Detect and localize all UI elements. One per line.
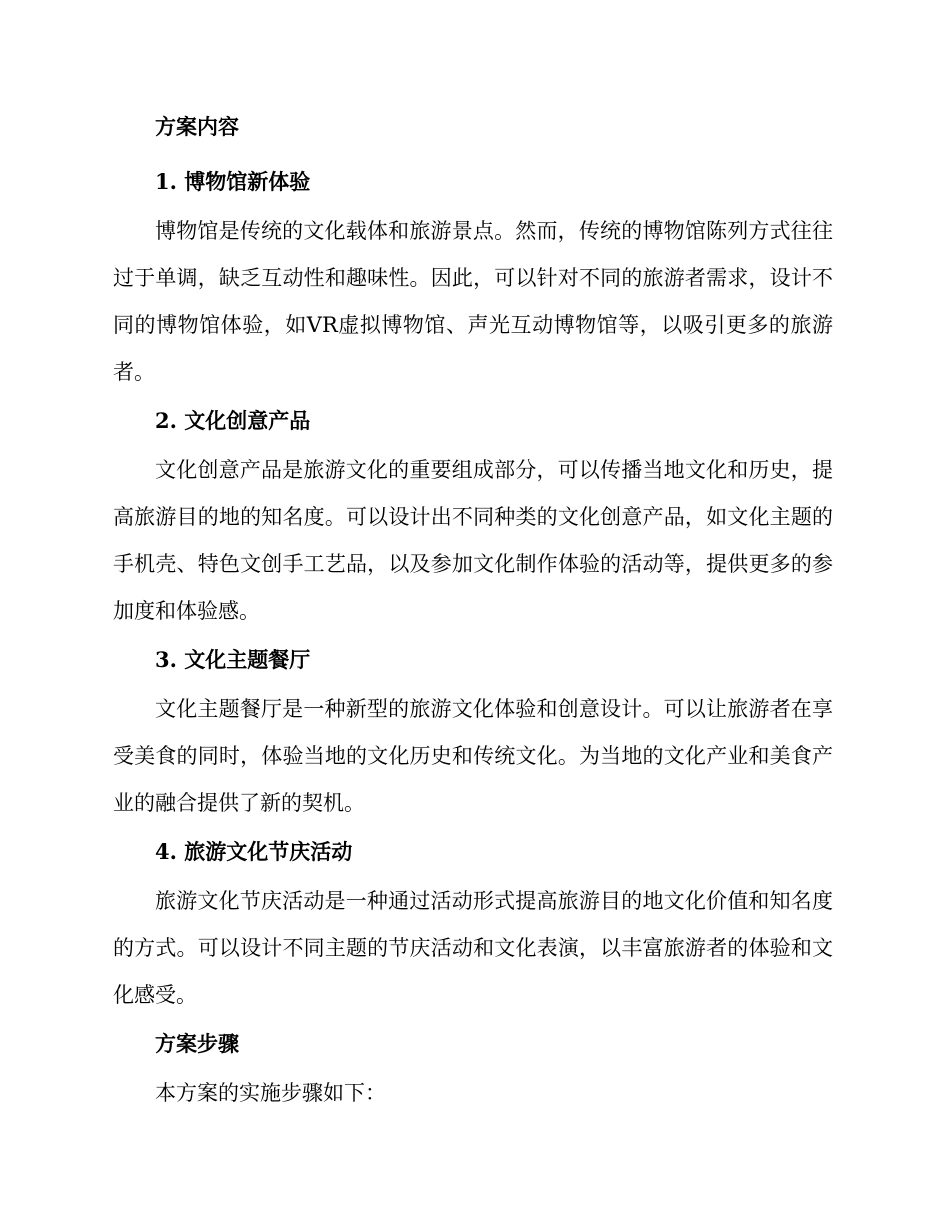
section-title-content: 方案内容 bbox=[155, 114, 239, 139]
section-title-steps: 方案步骤 bbox=[155, 1031, 239, 1056]
item-paragraph: 博物馆是传统的文化载体和旅游景点。然而，传统的博物馆陈列方式往往过于单调，缺乏互动性和趣味性。因此，可以针对不同的旅游者需求，设计不同的博物馆体验，如VR虚拟博物馆、声光互动博物馆等，以吸引更多的旅游者。 bbox=[113, 219, 833, 384]
item-heading: 3. 文化主题餐厅 bbox=[155, 647, 311, 672]
item-heading: 4. 旅游文化节庆活动 bbox=[155, 839, 353, 864]
steps-intro: 本方案的实施步骤如下： bbox=[155, 1081, 386, 1105]
item-paragraph: 文化创意产品是旅游文化的重要组成部分，可以传播当地文化和历史，提高旅游目的地的知名度。可以设计出不同种类的文化创意产品，如文化主题的手机壳、特色文创手工艺品，以及参加文化制作体验的活动等，提供更多的参加度和体验感。 bbox=[113, 458, 833, 623]
item-heading: 2. 文化创意产品 bbox=[155, 408, 311, 433]
item-paragraph: 旅游文化节庆活动是一种通过活动形式提高旅游目的地文化价值和知名度的方式。可以设计不同主题的节庆活动和文化表演，以丰富旅游者的体验和文化感受。 bbox=[113, 889, 833, 1007]
document-page bbox=[113, 108, 833, 1117]
item-heading: 1. 博物馆新体验 bbox=[155, 169, 311, 194]
item-paragraph: 文化主题餐厅是一种新型的旅游文化体验和创意设计。可以让旅游者在享受美食的同时，体验当地的文化历史和传统文化。为当地的文化产业和美食产业的融合提供了新的契机。 bbox=[113, 697, 833, 815]
